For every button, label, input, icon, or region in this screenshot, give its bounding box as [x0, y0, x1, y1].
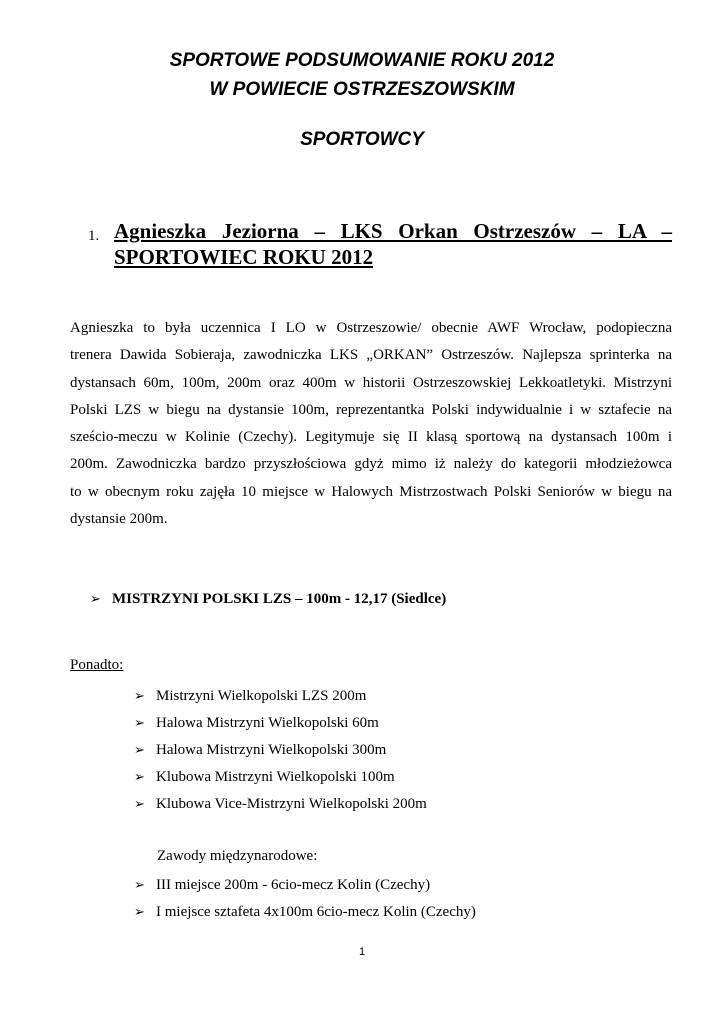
international-label: Zawody międzynarodowe:	[157, 848, 318, 864]
international-item-text: I miejsce sztafeta 4x100m 6cio-mecz Kolin (Czechy)	[156, 904, 476, 920]
bio-line: to w obecnym roku zajęła 10 miejsce w Halowych Mistrzostwach Polski Seniorów w biegu na	[70, 483, 672, 500]
international-item-text: III miejsce 200m - 6cio-mecz Kolin (Czechy)	[156, 877, 431, 893]
bio-line: 200m. Zawodniczka bardzo przyszłościowa gdyż mimo iż należy do kategorii młodzieżowca	[70, 456, 672, 473]
arrow-bullet-icon: ➢	[134, 770, 145, 785]
bio-line: Agnieszka to była uczennica I LO w Ostrzeszowie/ obecnie AWF Wrocław, podopieczna	[70, 320, 672, 336]
achievement-text: Klubowa Vice-Mistrzyni Wielkopolski 200m	[156, 796, 427, 812]
achievement-text: Halowa Mistrzyni Wielkopolski 60m	[156, 715, 379, 731]
bio-line: sześcio-meczu w Kolinie (Czechy). Legitymuje się II klasą sportową na dystansach 100m i	[70, 429, 672, 446]
list-item	[134, 791, 427, 818]
arrow-bullet-icon: ➢	[134, 689, 145, 704]
achievement-text: Mistrzyni Wielkopolski LZS 200m	[156, 688, 367, 704]
arrow-bullet-icon: ➢	[134, 716, 145, 731]
list-item	[134, 710, 427, 737]
achievements-list	[134, 683, 427, 818]
arrow-bullet-icon: ➢	[134, 743, 145, 758]
list-item	[134, 737, 427, 764]
athlete-bio	[70, 315, 672, 533]
arrow-bullet-icon: ➢	[134, 878, 145, 893]
athlete-heading	[114, 218, 672, 270]
achievement-text: Klubowa Mistrzyni Wielkopolski 100m	[156, 769, 395, 785]
list-item	[134, 899, 476, 926]
ponadto-label: Ponadto:	[70, 657, 124, 673]
page-title	[0, 46, 724, 104]
achievement-text: Halowa Mistrzyni Wielkopolski 300m	[156, 742, 387, 758]
athlete-number: 1.	[88, 228, 100, 244]
page-title-line-1: SPORTOWE PODSUMOWANIE ROKU 2012	[169, 50, 555, 71]
bio-line: Polski LZS w biegu na dystansie 100m, reprezentantka Polski indywidualnie i w sztafecie na	[70, 401, 672, 418]
page-title-line-2: W POWIECIE OSTRZESZOWSKIM	[209, 79, 515, 100]
arrow-bullet-icon: ➢	[134, 905, 145, 920]
list-item	[134, 683, 427, 710]
bio-line: trenera Dawida Sobieraja, zawodniczka LKS „ORKAN” Ostrzeszów. Najlepsza sprinterka na	[70, 347, 672, 364]
bio-line: dystansie 200m.	[70, 511, 168, 528]
main-achievement	[90, 588, 446, 611]
athlete-heading-line-2: SPORTOWIEC ROKU 2012	[114, 245, 374, 269]
athlete-heading-line-1: Agnieszka Jeziorna – LKS Orkan Ostrzeszów – LA –	[114, 219, 672, 243]
page-number: 1	[358, 946, 366, 958]
section-title: SPORTOWCY	[300, 129, 424, 150]
athlete-entry	[88, 218, 672, 270]
arrow-bullet-icon: ➢	[90, 592, 101, 607]
bio-line: dystansach 60m, 100m, 200m oraz 400m w historii Ostrzeszowskiej Lekkoatletyki. Mistrzyni	[70, 374, 672, 391]
international-list	[134, 872, 476, 926]
arrow-bullet-icon: ➢	[134, 797, 145, 812]
list-item	[134, 872, 476, 899]
list-item	[134, 764, 427, 791]
main-achievement-text: MISTRZYNI POLSKI LZS – 100m - 12,17 (Siedlce)	[112, 591, 447, 607]
